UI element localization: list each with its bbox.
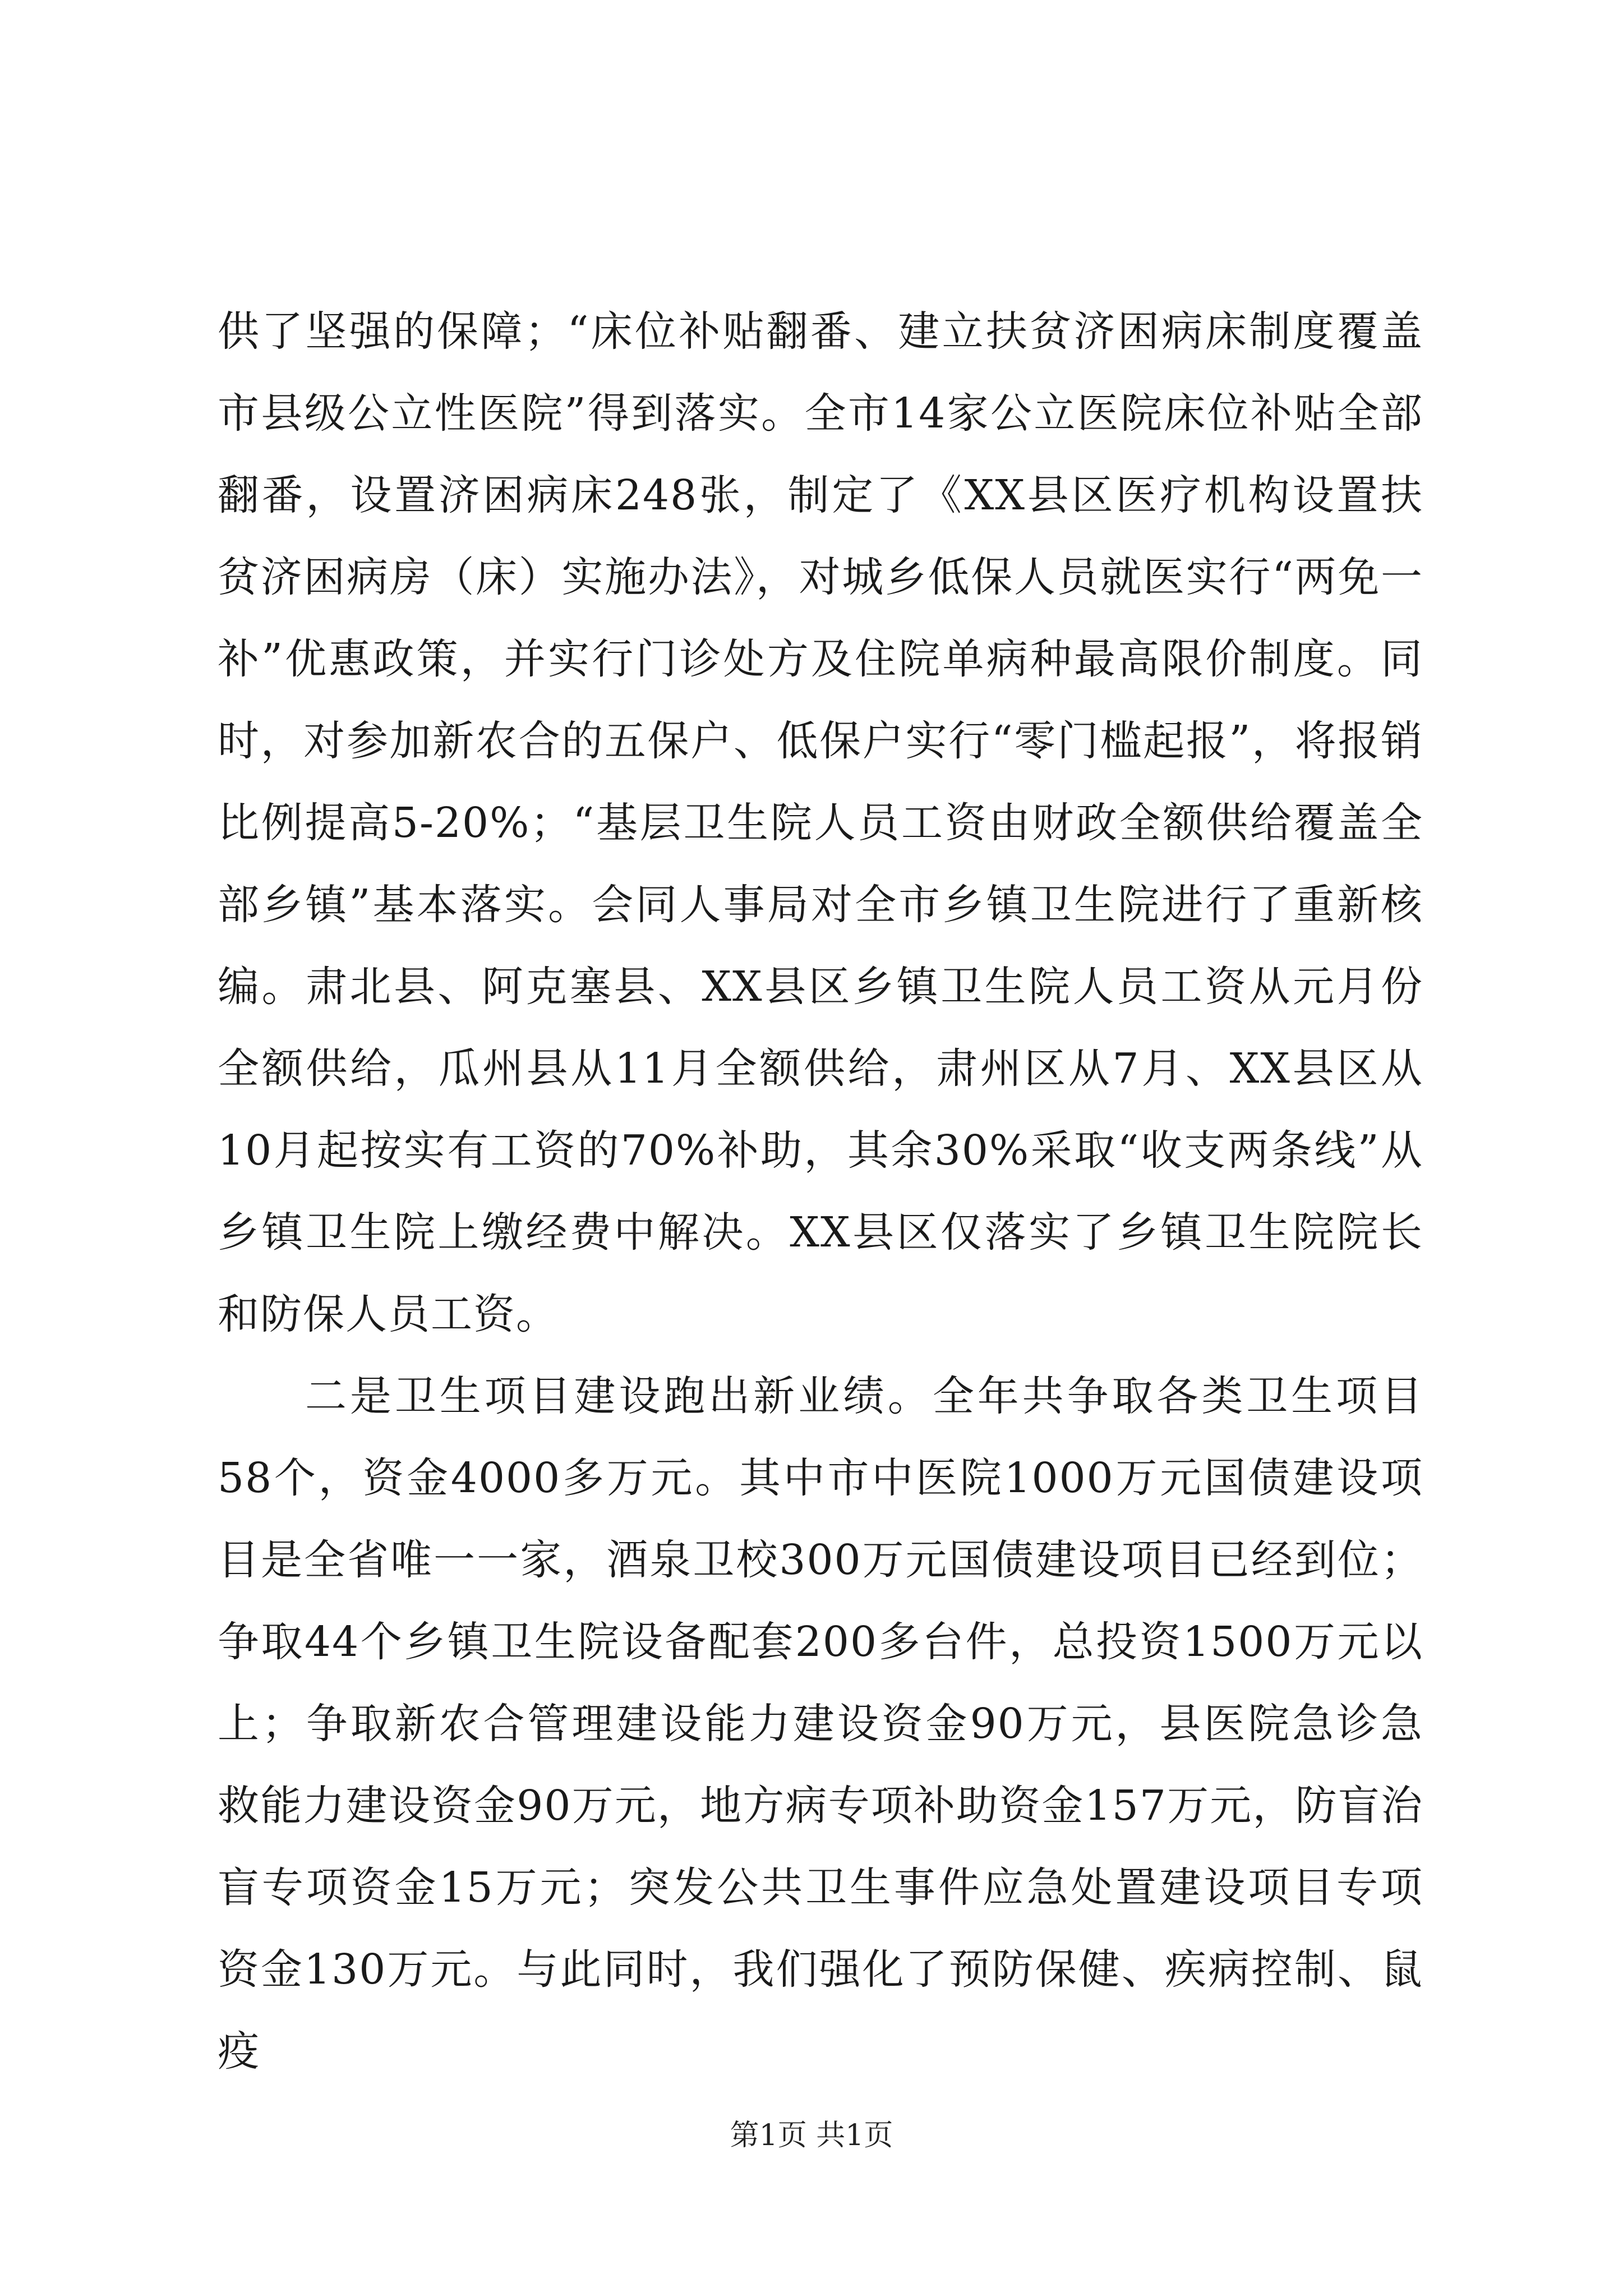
paragraph-continuation: 供了坚强的保障；“床位补贴翻番、建立扶贫济困病床制度覆盖市县级公立性医院”得到落实。全市14家公立医院床位补贴全部翻番，设置济困病床248张，制定了《XX县区医疗机构设置扶贫济困病房（床）实施办法》，对城乡低保人员就医实行“两免一补”优惠政策，并实行门诊处方及住院单病种最高限价制度。同时，对参加新农合的五保户、低保户实行“零门槛起报”，将报销比例提高5-20%；“基层卫生院人员工资由财政全额供给覆盖全部乡镇”基本落实。会同人事局对全市乡镇卫生院进行了重新核编。肃北县、阿克塞县、XX县区乡镇卫生院人员工资从元月份全额供给，瓜州县从11月全额供给，肃州区从7月、XX县区从10月起按实有工资的70%补助，其余30%采取“收支两条线”从乡镇卫生院上缴经费中解决。XX县区仅落实了乡镇卫生院院长和防保人员工资。 bbox=[218, 307, 1423, 1338]
document-body bbox=[218, 291, 1423, 2092]
paragraph-project-construction: 二是卫生项目建设跑出新业绩。全年共争取各类卫生项目58个，资金4000多万元。其中市中医院1000万元国债建设项目是全省唯一一家，酒泉卫校300万元国债建设项目已经到位；争取44个乡镇卫生院设备配套200多台件，总投资1500万元以上；争取新农合管理建设能力建设资金90万元，县医院急诊急救能力建设资金90万元，地方病专项补助资金157万元，防盲治盲专项资金15万元；突发公共卫生事件应急处置建设项目专项资金130万元。与此同时，我们强化了预防保健、疾病控制、鼠疫 bbox=[218, 1372, 1423, 2076]
page-footer: 第1页 共1页 bbox=[730, 2119, 893, 2152]
